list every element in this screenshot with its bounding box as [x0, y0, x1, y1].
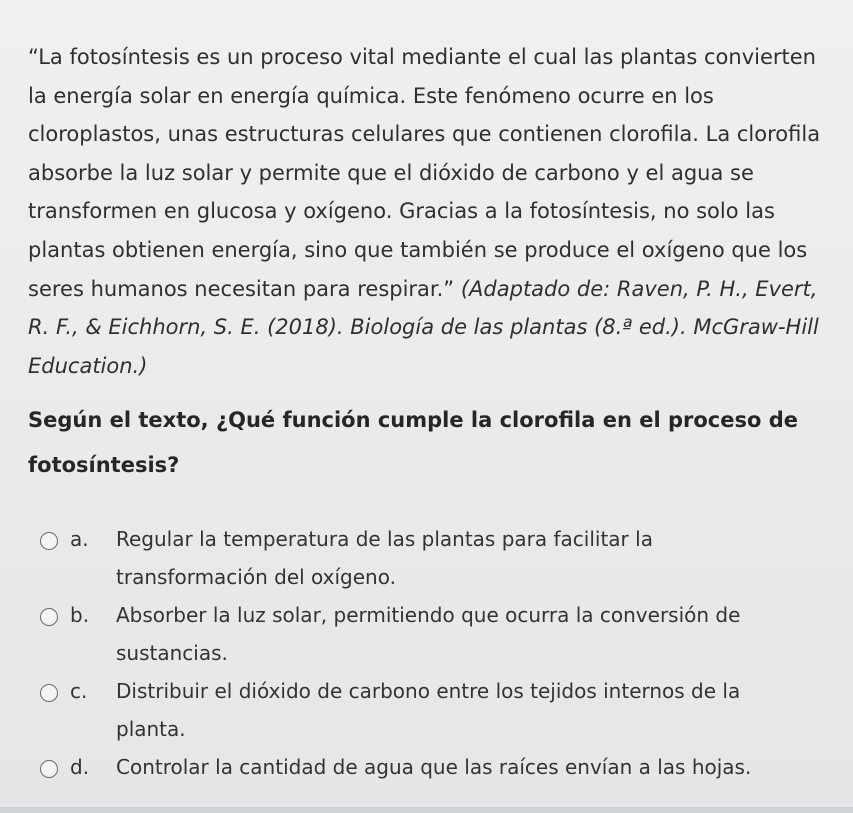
option-letter: d. [70, 755, 90, 779]
option-text: Absorber la luz solar, permitiendo que ocurra la conversión de sustancias. [116, 603, 741, 665]
radio-button-d[interactable] [40, 760, 58, 778]
option-a[interactable] [40, 520, 830, 596]
option-text: Distribuir el dióxido de carbono entre los tejidos internos de la planta. [116, 679, 741, 741]
passage-citation: (Adaptado de: Raven, P. H., Evert, R. F., & Eichhorn, S. E. (2018). Biología de las plantas (8.ª ed.). McGraw-Hill Education.) [28, 276, 819, 378]
radio-button-a[interactable] [40, 532, 58, 550]
option-text: Regular la temperatura de las plantas para facilitar la transformación del oxígeno. [116, 527, 653, 589]
answer-options [40, 520, 830, 786]
option-letter: b. [70, 603, 90, 627]
radio-button-b[interactable] [40, 608, 58, 626]
passage-quote: “La fotosíntesis es un proceso vital mediante el cual las plantas convierten la energía solar en energía química. Este fenómeno ocurre en los cloroplastos, unas estructuras celulares que contienen clorofila. La clorofila absorbe la luz solar y permite que el dióxido de carbono y el agua se transformen en glucosa y oxígeno. Gracias a la fotosíntesis, no solo las plantas obtienen energía, sino que también se produce el oxígeno que los seres humanos necesitan para respirar.” [28, 45, 821, 301]
question-text: Según el texto, ¿Qué función cumple la clorofila en el proceso de fotosíntesis? [28, 408, 798, 477]
radio-button-c[interactable] [40, 684, 58, 702]
option-letter: a. [70, 527, 89, 551]
option-text: Controlar la cantidad de agua que las raíces envían a las hojas. [116, 755, 752, 779]
option-letter: c. [70, 679, 88, 703]
option-d[interactable] [40, 748, 830, 786]
bottom-edge [0, 807, 853, 813]
option-b[interactable] [40, 596, 830, 672]
option-c[interactable] [40, 672, 830, 748]
reading-passage [28, 38, 828, 385]
